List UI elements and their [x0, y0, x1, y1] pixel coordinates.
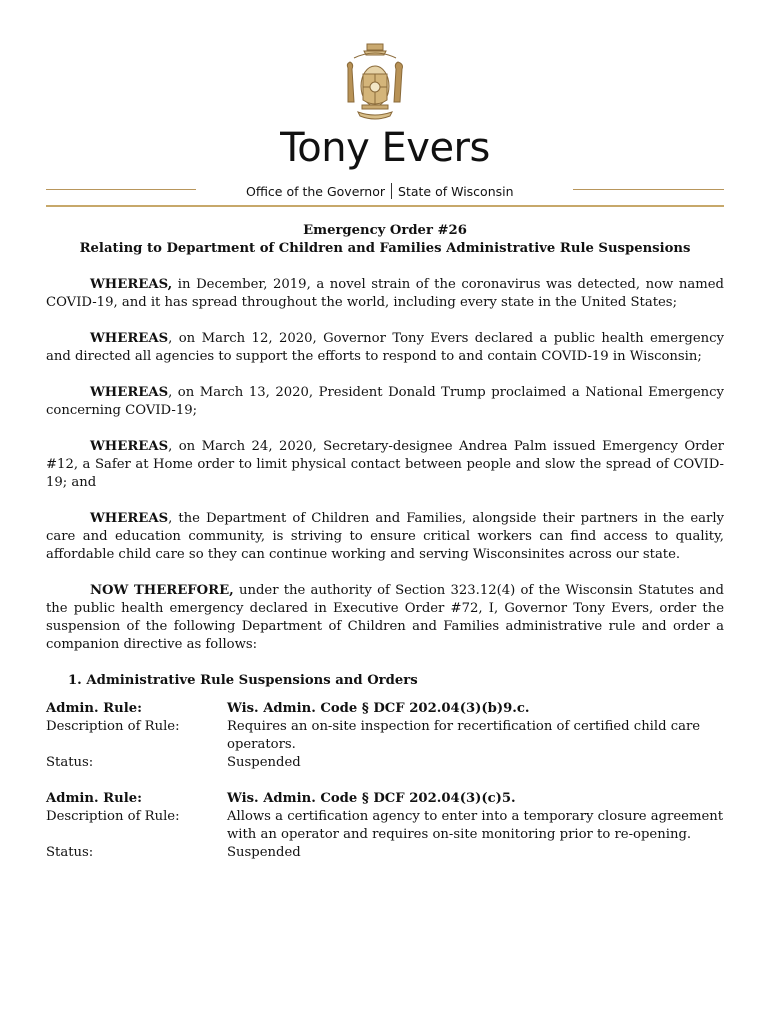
- letterhead-rule-left: [46, 189, 196, 190]
- rule-description: Allows a certification agency to enter into a temporary closure agreement with an operator and requires on-site monitoring prior to re-opening.: [227, 809, 724, 842]
- paragraph: [46, 582, 724, 654]
- paragraph: [46, 438, 724, 492]
- paragraph-lead: WHEREAS: [90, 385, 169, 400]
- subtitle-separator: [391, 183, 392, 199]
- rule-label: Admin. Rule:: [46, 701, 143, 716]
- rule-row-status: [46, 844, 724, 862]
- paragraph-text: , on March 13, 2020, President Donald Trump proclaimed a National Emergency concerning COVID-19;: [46, 385, 724, 418]
- state-label: State of Wisconsin: [398, 184, 514, 199]
- rule-label: Admin. Rule:: [46, 791, 143, 806]
- paragraph-text: , on March 12, 2020, Governor Tony Evers declared a public health emergency and directed all agencies to support the efforts to respond to and contain COVID-19 in Wisconsin;: [46, 331, 724, 364]
- letterhead-rule-right: [573, 189, 724, 190]
- office-label: Office of the Governor: [246, 184, 386, 199]
- paragraph-text: in December, 2019, a novel strain of the coronavirus was detected, now named COVID-19, and it has spread throughout the world, including every state in the United States;: [46, 277, 724, 310]
- rule-label: Status:: [46, 845, 94, 860]
- order-body: [46, 222, 724, 862]
- section-number: 1.: [68, 673, 82, 688]
- order-subtitle: Relating to Department of Children and Families Administrative Rule Suspensions: [79, 241, 691, 256]
- paragraph-lead: WHEREAS,: [90, 277, 173, 292]
- letterhead-subtitle-row: [0, 183, 770, 199]
- rule-spacer: [46, 772, 724, 790]
- paragraph: [46, 330, 724, 366]
- rule-row-admin: [46, 700, 724, 718]
- rule-table: [46, 700, 724, 862]
- letterhead-divider: [46, 205, 724, 207]
- paragraph-text: under the authority of Section 323.12(4) of the Wisconsin Statutes and the public health emergency declared in Executive Order #72, I, Governor Tony Evers, order the suspension of the following Department of Children and Families administrative rule and order a companion directive as follows:: [46, 583, 724, 652]
- section-title: Administrative Rule Suspensions and Orders: [86, 673, 418, 688]
- rule-row-status: [46, 754, 724, 772]
- rule-status: Suspended: [227, 755, 301, 770]
- wisconsin-seal-icon: [340, 42, 410, 124]
- paragraph-text: , on March 24, 2020, Secretary-designee Andrea Palm issued Emergency Order #12, a Safer at Home order to limit physical contact between people and slow the spread of COVID-19; and: [46, 439, 724, 490]
- paragraph: [46, 510, 724, 564]
- rule-label: Description of Rule:: [46, 719, 180, 734]
- rule-label: Status:: [46, 755, 94, 770]
- rule-citation: Wis. Admin. Code § DCF 202.04(3)(b)9.c.: [227, 701, 530, 716]
- governor-name: Tony Evers: [280, 125, 490, 171]
- rule-status: Suspended: [227, 845, 301, 860]
- paragraph: [46, 276, 724, 312]
- paragraph-lead: NOW THEREFORE,: [90, 583, 234, 598]
- paragraph-lead: WHEREAS: [90, 439, 169, 454]
- paragraph-text: , the Department of Children and Families, alongside their partners in the early care and education community, is striving to ensure critical workers can find access to quality, affordable child care so they can continue working and serving Wisconsinites across our state.: [46, 511, 724, 562]
- paragraph-lead: WHEREAS: [90, 331, 169, 346]
- rule-row-description: [46, 718, 724, 754]
- rule-row-description: [46, 808, 724, 844]
- section-heading: [46, 672, 724, 690]
- letterhead-subtitle: [246, 183, 514, 199]
- rule-description: Requires an on-site inspection for recertification of certified child care operators.: [227, 719, 701, 752]
- rule-label: Description of Rule:: [46, 809, 180, 824]
- order-title: Emergency Order #26: [303, 223, 467, 238]
- rule-citation: Wis. Admin. Code § DCF 202.04(3)(c)5.: [227, 791, 516, 806]
- paragraph-lead: WHEREAS: [90, 511, 169, 526]
- paragraph: [46, 384, 724, 420]
- rule-row-admin: [46, 790, 724, 808]
